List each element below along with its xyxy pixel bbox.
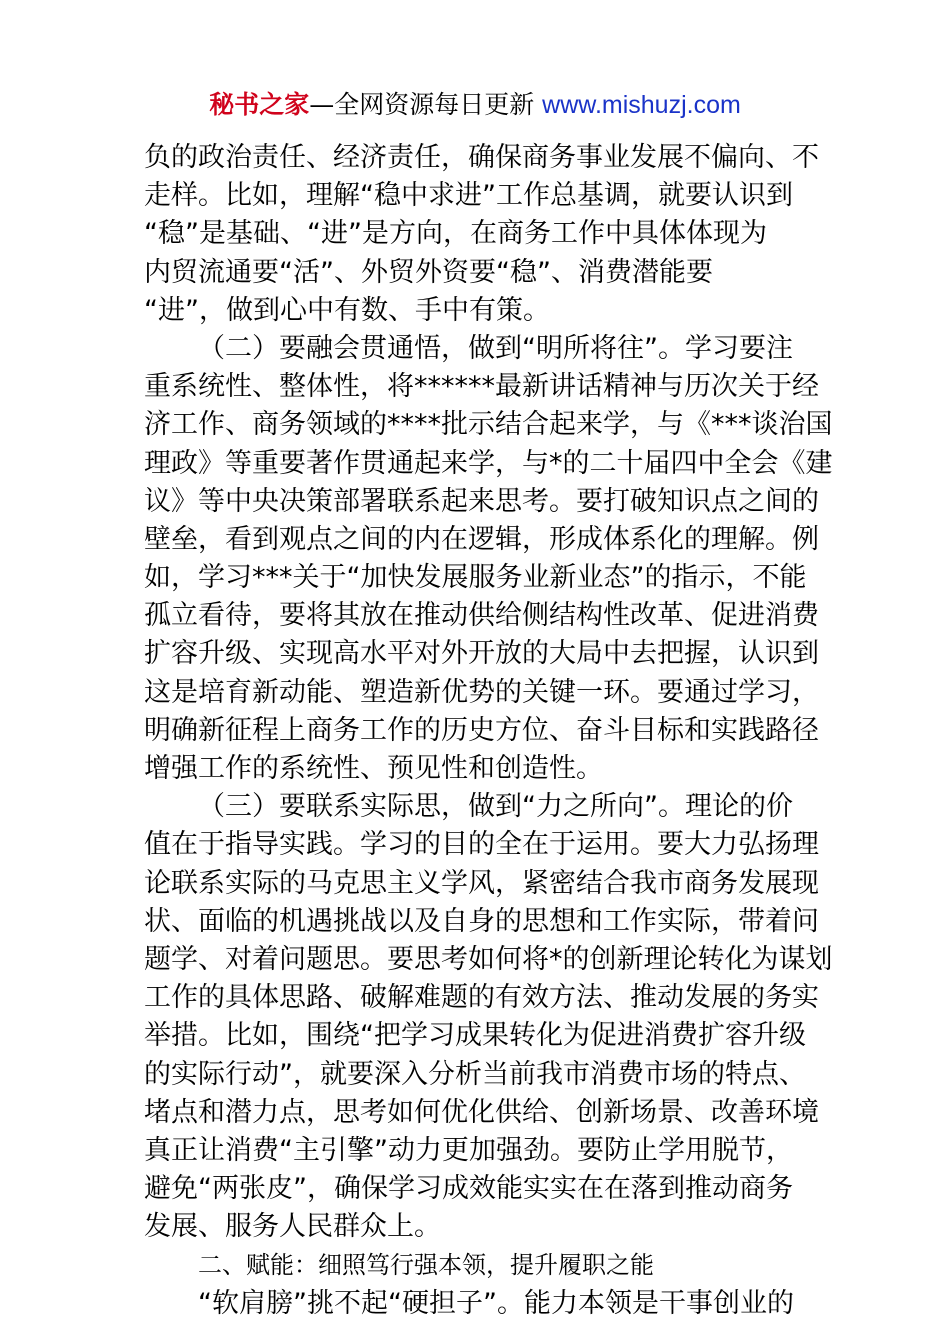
text-line: 发展、服务人民群众上。 (144, 1211, 441, 1243)
text-line: 值在于指导实践。学习的目的全在于运用。要大力弘扬理 (144, 829, 819, 861)
text-line: 壁垒，看到观点之间的内在逻辑，形成体系化的理解。例 (144, 523, 819, 555)
text-line: 议》等中央决策部署联系起来思考。要打破知识点之间的 (144, 485, 819, 517)
text-line: 避免“两张皮”，确保学习成效能实实在在落到推动商务 (144, 1173, 793, 1205)
text-line: 理政》等重要著作贯通起来学，与*的二十届四中全会《建 (144, 447, 833, 479)
text-line: 重系统性、整体性，将******最新讲话精神与历次关于经 (144, 371, 819, 403)
text-line: 状、面临的机遇挑战以及自身的思想和工作实际，带着问 (144, 905, 819, 937)
text-line: 孤立看待，要将其放在推动供给侧结构性改革、促进消费 (144, 600, 819, 632)
document-body (144, 139, 833, 1323)
text-line: 负的政治责任、经济责任，确保商务事业发展不偏向、不 (144, 142, 819, 173)
text-line: 增强工作的系统性、预见性和创造性。 (144, 753, 603, 784)
text-line: “稳”是基础、“进”是方向，在商务工作中具体体现为 (144, 218, 767, 250)
brand-name: 秘书之家 (209, 90, 310, 119)
text-line: 如，学习***关于“加快发展服务业新业态”的指示，不能 (144, 562, 807, 594)
paragraph-heading-2: （二）要融会贯通悟，做到“明所将往”。学习要注 (198, 332, 793, 364)
text-line: 举措。比如，围绕“把学习成果转化为促进消费扩容升级 (144, 1020, 806, 1052)
text-line: “软肩膀”挑不起“硬担子”。能力本领是干事创业的 (198, 1287, 794, 1319)
text-line: 走样。比如，理解“稳中求进”工作总基调，就要认识到 (144, 180, 793, 212)
section-heading: 二、赋能：细照笃行强本领，提升履职之能 (198, 1251, 654, 1280)
text-line: 堵点和潜力点，思考如何优化供给、创新场景、改善环境 (144, 1096, 819, 1128)
text-line: 明确新征程上商务工作的历史方位、奋斗目标和实践路径 (144, 714, 819, 746)
site-header (0, 88, 950, 122)
text-line: 题学、对着问题思。要思考如何将*的创新理论转化为谋划 (144, 943, 833, 975)
text-line: 济工作、商务领域的****批示结合起来学，与《***谈治国 (144, 409, 833, 441)
text-line: 这是培育新动能、塑造新优势的关键一环。要通过学习， (144, 676, 819, 708)
text-line: 工作的具体思路、破解难题的有效方法、推动发展的务实 (144, 982, 819, 1014)
text-line: “进”，做到心中有数、手中有策。 (144, 294, 550, 326)
text-line: 扩容升级、实现高水平对外开放的大局中去把握，认识到 (144, 638, 819, 670)
site-url-link[interactable]: www.mishuzj.com (542, 91, 741, 119)
header-tagline: —全网资源每日更新 (309, 90, 543, 119)
text-line: 论联系实际的马克思主义学风，紧密结合我市商务发展现 (144, 867, 819, 899)
text-line: 内贸流通要“活”、外贸外资要“稳”、消费潜能要 (144, 256, 713, 288)
paragraph-heading-3: （三）要联系实际思，做到“力之所向”。理论的价 (198, 791, 793, 823)
text-line: 的实际行动”，就要深入分析当前我市消费市场的特点、 (144, 1058, 806, 1090)
text-line: 真正让消费“主引擎”动力更加强劲。要防止学用脱节， (144, 1134, 793, 1166)
